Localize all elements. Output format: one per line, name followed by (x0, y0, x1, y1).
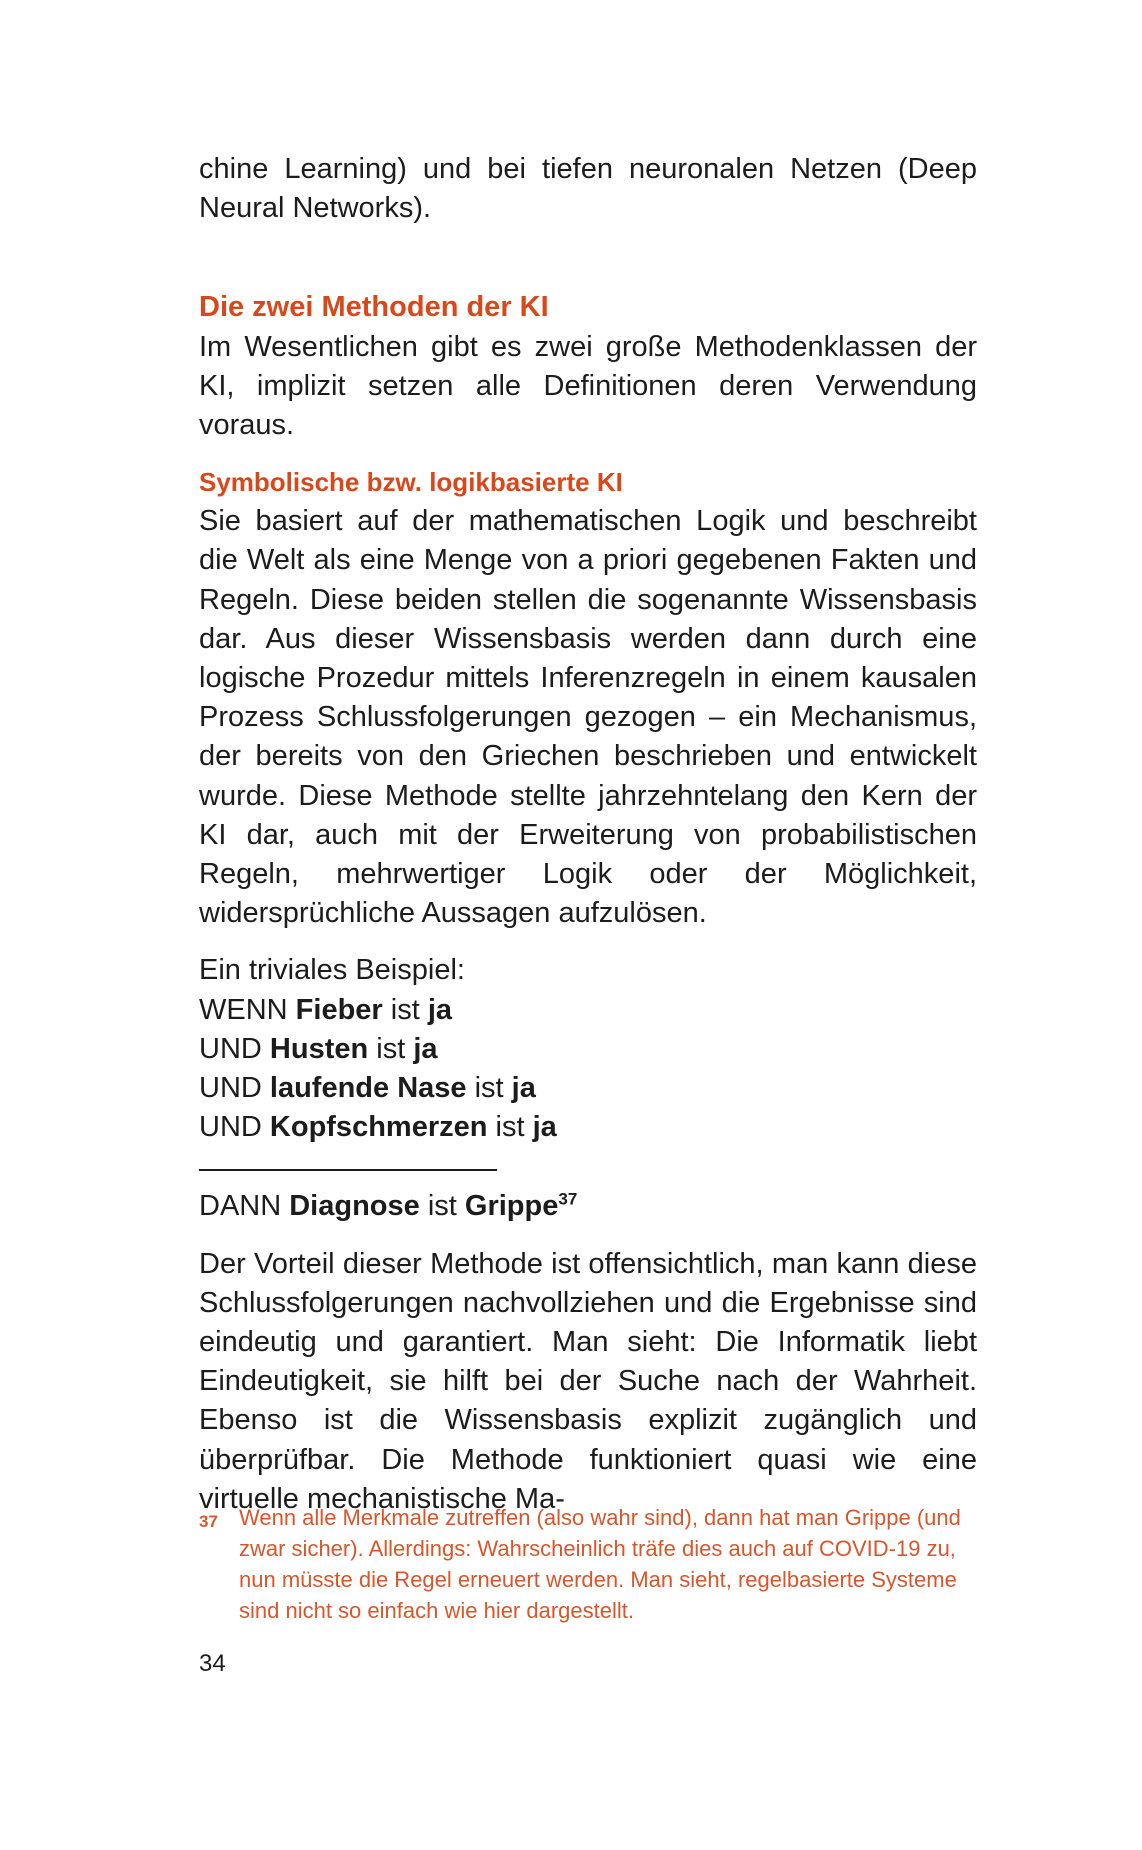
advantage-paragraph: Der Vorteil dieser Methode ist offensichtlich, man kann diese Schlussfolgerungen nachvollziehen und die Ergebnisse sind eindeutig und garantiert. Man sieht: Die Informatik liebt Eindeutigkeit, sie hilft bei der Suche nach der Wahrheit. Ebenso ist die Wissensbasis explizit zugänglich und überprüfbar. Die Methode funktioniert quasi wie eine virtuelle mechanistische Ma- (199, 1247, 977, 1515)
rule-term: Kopfschmerzen (269, 1111, 488, 1144)
rule-op: ist (376, 1032, 406, 1065)
rule-op: ist (474, 1072, 504, 1105)
rule-value: ja (511, 1072, 536, 1105)
rule-term: Diagnose (289, 1190, 420, 1223)
section-paragraph: Im Wesentlichen gibt es zwei große Methodenklassen der KI, implizit setzen alle Definitionen deren Verwendung voraus. (199, 330, 977, 442)
rule-condition (199, 1108, 977, 1147)
rule-keyword: UND (199, 1072, 262, 1105)
rule-keyword: UND (199, 1111, 262, 1144)
footnote-text: Wenn alle Merkmale zutreffen (also wahr sind), dann hat man Grippe (und zwar sicher). Allerdings: Wahrscheinlich träfe dies auch auf COVID-19 zu, nun müsste die Regel erneuert werden. Man sieht, regelbasierte Systeme sind nicht so einfach wie hier dargestellt. (239, 1505, 961, 1623)
rule-keyword: UND (199, 1032, 262, 1065)
rule-op: ist (427, 1190, 457, 1223)
page-body (199, 150, 977, 1519)
rule-value: ja (532, 1111, 557, 1144)
rule-keyword: DANN (199, 1190, 282, 1223)
rule-condition (199, 1030, 977, 1069)
rule-term: Husten (269, 1032, 369, 1065)
intro-paragraph: chine Learning) und bei tiefen neuronalen Netzen (Deep Neural Networks). (199, 153, 977, 225)
rule-condition (199, 1069, 977, 1108)
conclusion-value: Grippe (464, 1190, 559, 1223)
rule-term: Fieber (295, 993, 383, 1026)
footnote-reference[interactable]: 37 (558, 1189, 578, 1209)
footnote-number: 37 (199, 1512, 218, 1531)
rule-term: laufende Nase (269, 1072, 467, 1105)
rule-op: ist (495, 1111, 525, 1144)
rule-op: ist (390, 993, 420, 1026)
rule-example (199, 951, 977, 1226)
section-title: Die zwei Methoden der KI (199, 291, 549, 324)
rule-value (465, 1190, 577, 1222)
rule-keyword: WENN (199, 993, 288, 1026)
rule-value: ja (413, 1032, 438, 1065)
rule-conclusion (199, 1187, 977, 1226)
rule-value: ja (427, 993, 453, 1026)
page-number: 34 (199, 1650, 226, 1677)
subsection-title: Symbolische bzw. logikbasierte KI (199, 467, 623, 498)
example-intro: Ein triviales Beispiel: (199, 954, 465, 987)
subsection-paragraph: Sie basiert auf der mathematischen Logik und beschreibt die Welt als eine Menge von a priori gegebenen Fakten und Regeln. Diese beiden stellen die sogenannte Wissensbasis dar. Aus dieser Wissensbasis werden dann durch eine logische Prozedur mittels Inferenzregeln in einem kausalen Prozess Schlussfolgerungen gezogen – ein Mechanismus, der bereits von den Griechen beschrieben und entwickelt wurde. Diese Methode stellte jahrzehntelang den Kern der KI dar, auch mit der Erweiterung von probabilistischen Regeln, mehrwertiger Logik oder der Möglichkeit, widersprüchliche Aussagen aufzulösen. (199, 505, 977, 930)
rule-condition (199, 991, 977, 1030)
footnote (199, 1502, 977, 1626)
rule-divider (199, 1169, 497, 1171)
